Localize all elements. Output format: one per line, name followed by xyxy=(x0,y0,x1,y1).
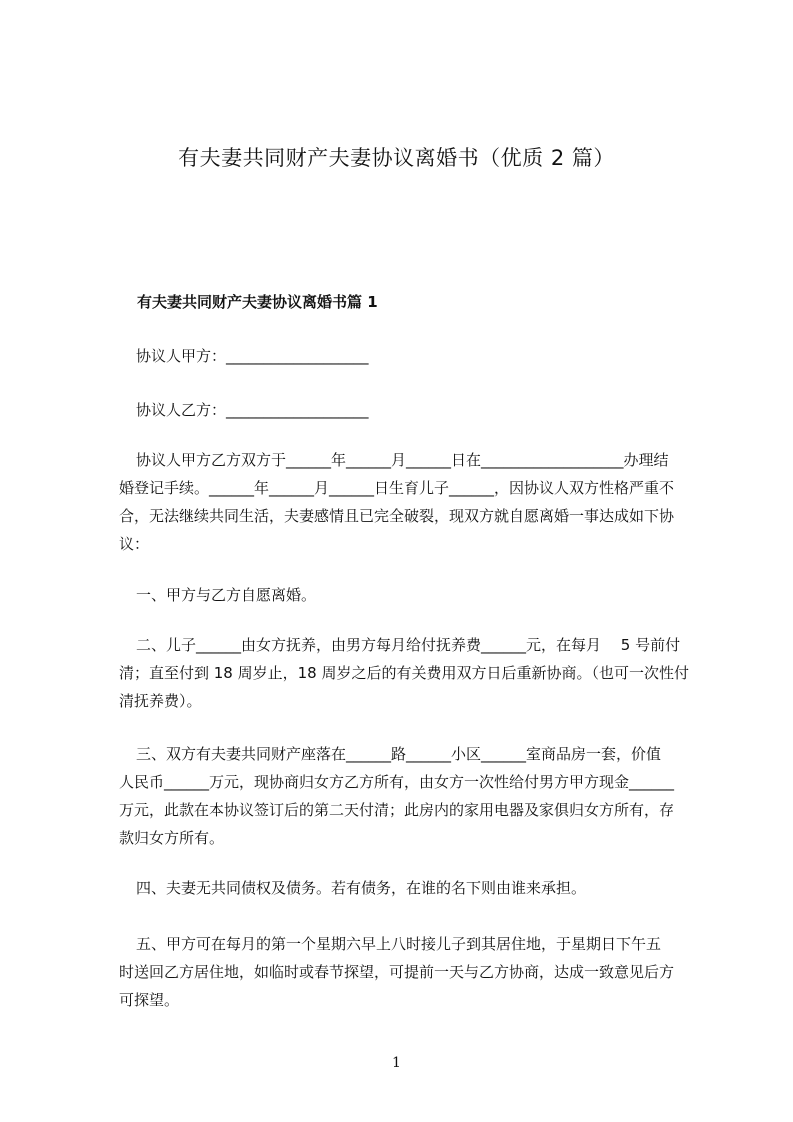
clause-2-line: 清；直至付到 18 周岁止，18 周岁之后的有关费用双方日后重新协商。（也可一次性付 xyxy=(119,664,689,682)
clause-5 xyxy=(119,930,709,1014)
clause-3-line: 万元，此款在本协议签订后的第二天付清；此房内的家用电器及家俱归女方所有，存 xyxy=(119,801,675,819)
page-number: 1 xyxy=(392,1055,401,1071)
clause-5-line: 可探望。 xyxy=(119,991,180,1009)
party-b-line: 协议人乙方：___________________ xyxy=(136,401,369,419)
section-heading: 有夫妻共同财产夫妻协议离婚书篇 1 xyxy=(137,293,378,311)
clause-2 xyxy=(119,631,709,715)
intro-line: 婚登记手续。______年______月______日生育儿子______，因协议人双方性格严重不 xyxy=(119,479,675,497)
clause-4: 四、夫妻无共同债权及债务。若有债务，在谁的名下则由谁来承担。 xyxy=(136,879,587,897)
clause-3-line: 三、双方有夫妻共同财产座落在______路______小区______室商品房一套，价值 xyxy=(136,745,662,763)
intro-paragraph xyxy=(119,446,709,558)
intro-line: 合，无法继续共同生活，夫妻感情且已完全破裂，现双方就自愿离婚一事达成如下协 xyxy=(119,507,675,525)
document-title: 有夫妻共同财产夫妻协议离婚书（优质 2 篇） xyxy=(178,146,615,170)
clause-5-line: 时送回乙方居住地，如临时或春节探望，可提前一天与乙方协商，达成一致意见后方 xyxy=(119,963,675,981)
clause-5-line: 五、甲方可在每月的第一个星期六早上八时接儿子到其居住地，于星期日下午五 xyxy=(136,935,662,953)
clause-3-line: 款归女方所有。 xyxy=(119,829,225,847)
clause-2-line: 清抚养费）。 xyxy=(119,692,202,710)
intro-line: 协议人甲方乙方双方于______年______月______日在___________________办理结 xyxy=(136,451,669,469)
clause-1: 一、甲方与乙方自愿离婚。 xyxy=(136,586,317,604)
clause-2-line: 二、儿子______由女方抚养，由男方每月给付抚养费______元，在每月 5 号前付 xyxy=(136,636,681,654)
clause-3 xyxy=(119,740,709,852)
party-a-line: 协议人甲方：___________________ xyxy=(136,347,369,365)
clause-3-line: 人民币______万元，现协商归女方乙方所有，由女方一次性给付男方甲方现金______ xyxy=(119,773,675,791)
intro-line: 议： xyxy=(119,535,150,553)
